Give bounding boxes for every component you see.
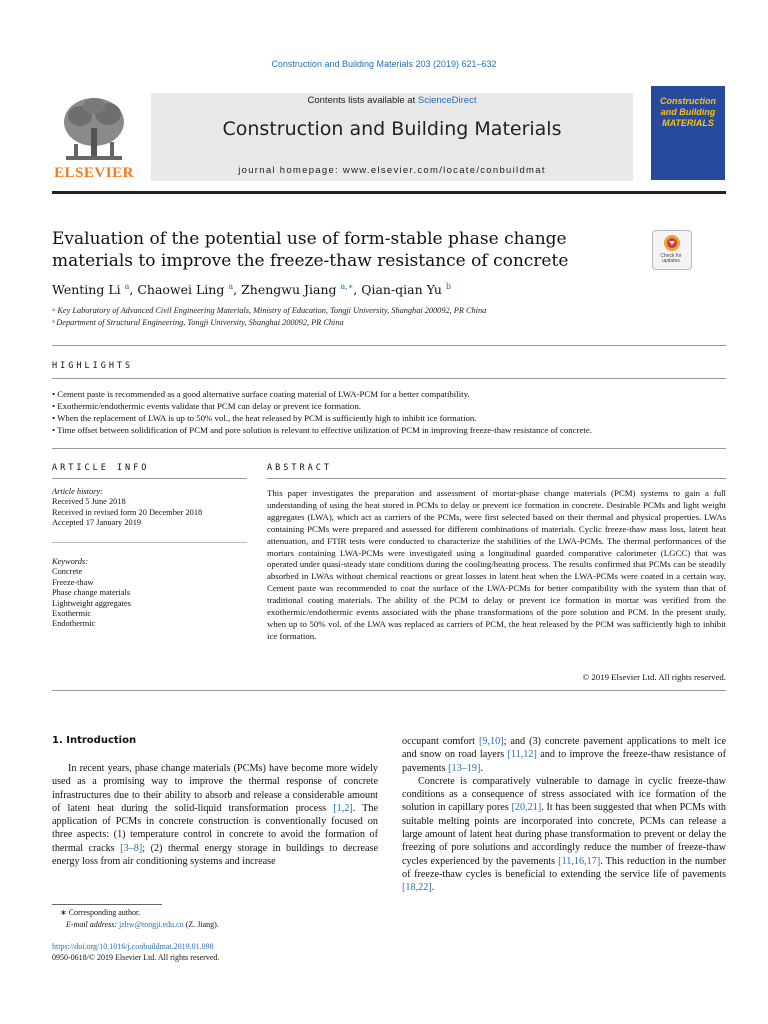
keyword-item: Phase change materials xyxy=(52,588,131,598)
intro-text: . It has been suggested that when PCMs with suitable melting points are incorporated into concrete, PCMs can release a large amount of latent heat during phase transformation to prevent or delay the freezing of pore solutions and accordingly reduce the number of freeze-thaw cycles experienced by the pavements xyxy=(402,802,726,867)
highlight-item: • Exothermic/endothermic events validate that PCM can delay or prevent ice formation. xyxy=(52,401,361,411)
intro-text: occupant comfort xyxy=(402,736,479,747)
author-affil-mark[interactable]: a xyxy=(228,282,234,291)
history-label: Article history: xyxy=(52,487,103,496)
citation-link[interactable]: [1,2] xyxy=(333,802,353,814)
author-name[interactable]: Qian-qian Yu xyxy=(361,282,442,298)
email-link[interactable]: jzhw@tongji.edu.cn xyxy=(119,920,184,929)
author-name[interactable]: Chaowei Ling xyxy=(137,282,225,298)
intro-text: Concrete is comparatively vulnerable to damage in cyclic freeze-thaw conditions as a consequence of stress associated with ice formation of the solution in capillary pores xyxy=(402,775,726,814)
intro-text: . This reduction in the number of freeze-thaw cycles is beneficial to extending the service life of pavements xyxy=(402,855,726,880)
abstract-rule xyxy=(267,478,726,479)
header-rule xyxy=(52,191,726,194)
citation-link[interactable]: [11,16,17] xyxy=(558,855,601,867)
section-divider xyxy=(52,345,726,346)
check-for-updates-badge[interactable] xyxy=(652,230,692,270)
affiliation-b: ᵇ Department of Structural Engineering, Tongji University, Shanghai 200092, PR China xyxy=(52,318,344,327)
abstract-copyright: © 2019 Elsevier Ltd. All rights reserved. xyxy=(582,672,726,682)
intro-paragraph xyxy=(52,762,378,868)
citation-link[interactable]: [9,10] xyxy=(478,736,504,747)
intro-column-2 xyxy=(402,735,726,895)
intro-paragraph xyxy=(402,735,726,775)
check-for-updates-label: Check for updates xyxy=(660,253,682,264)
citation-link[interactable]: [13–19] xyxy=(448,762,481,774)
author-affil-mark[interactable]: b xyxy=(445,282,451,291)
intro-column-1 xyxy=(52,762,378,868)
journal-cover-title: Construction and Building MATERIALS xyxy=(660,96,716,128)
intro-text: . xyxy=(431,882,435,894)
author-name[interactable]: Zhengwu Jiang xyxy=(241,282,337,298)
issn-copyright: 0950-0618/© 2019 Elsevier Ltd. All rights reserved. xyxy=(52,953,220,962)
intro-text: . xyxy=(480,762,483,774)
citation-link[interactable]: [18,22] xyxy=(402,882,432,894)
update-icon xyxy=(653,231,691,255)
highlights-bottom-rule xyxy=(52,448,726,449)
journal-homepage[interactable]: journal homepage: www.elsevier.com/locate/conbuildmat xyxy=(238,165,546,176)
abstract-text: This paper investigates the preparation and assessment of mortar-phase change materials (PCM) systems to gain a full understanding of using the heat stored in PCMs to delay or prevent ice formation in concrete. Desirable PCMs and light weight aggregates (LWA), which act as carriers of the PCMs, were first selected based on their thermal and physical properties. LWAs containing PCMs were prepared and assessed for different combinations of materials. Cyclic freeze-thaw mass loss, latent heat attenuation, and FTIR tests were conducted to characterize the stabilities of the LWA-PCMs. The thermal performances of the mortars containing LWA-PCMs were investigated using a longitudinal guarded comparative calorimeter (LGCC) that was operated under quasi-steady state conditions during the cooling/heating process. The results confirmed that PCMs can be steadily absorbed in LWAs without chemical reactions or great losses in latent heat when the LWA-PCMs were coated in a certain way. Cement paste was recommended to coat the surface of the LWA-PCMs for better compatibility with the system than that of traditional coating materials. The ability of the PCM to delay or prevent ice formation in mortar was verified from the exothermic/endothermic events associated with the phase transformations of the pore solution and PCM. In the present study, when up to 50% vol. of the LWA was replaced as carriers of PCM, the heat released by the PCM was sufficiently high to inhibit ice formation. xyxy=(267,488,726,641)
corresponding-author-note: ∗ Corresponding author. xyxy=(60,908,141,917)
introduction-heading: 1. Introduction xyxy=(52,735,137,746)
author-list: Wenting Li $^a$, Chaowei Ling $^a$, Zhengwu Jiang $^{a,∗}$, Qian-qian Yu $^b$ xyxy=(52,282,451,298)
keyword-item: Lightweight aggregates xyxy=(52,598,131,608)
article-history xyxy=(52,487,252,529)
author-name[interactable]: Wenting Li xyxy=(52,282,121,298)
keyword-item: Endothermic xyxy=(52,619,96,629)
history-received: Received 5 June 2018 xyxy=(52,497,126,507)
keywords-label: Keywords: xyxy=(52,557,88,566)
highlights-list xyxy=(52,388,742,436)
intro-text: ; (2) thermal energy storage in buildings to decrease energy loss from air conditioning systems and increase xyxy=(52,842,378,868)
citation-link[interactable]: [3–8] xyxy=(120,842,143,854)
article-info-heading: ARTICLE INFO xyxy=(52,463,150,473)
intro-text: In recent years, phase change materials (PCMs) have become more widely used as a promising way to improve the thermal response of concrete infrastructures due to their ability to absorb and release a considerable amount of latent heat during the solid-liquid transformation process xyxy=(52,763,378,814)
keyword-item: Freeze-thaw xyxy=(52,577,94,587)
article-info-rule xyxy=(52,478,247,479)
citation-link[interactable]: [20,21] xyxy=(511,802,542,814)
keyword-item: Concrete xyxy=(52,567,83,577)
author-affil-mark[interactable]: a,∗ xyxy=(340,282,354,291)
email-note xyxy=(66,919,219,930)
affiliation-a: ᵃ Key Laboratory of Advanced Civil Engineering Materials, Ministry of Education, Tongji University, Shanghai 200092, PR China xyxy=(52,306,487,315)
intro-text: ; and (3) concrete pavement applications to melt ice and snow on road layers xyxy=(402,736,726,761)
abstract-bottom-rule xyxy=(52,690,726,691)
contents-line xyxy=(151,95,633,106)
contents-prefix: Contents lists available at xyxy=(307,95,418,106)
history-accepted: Accepted 17 January 2019 xyxy=(52,518,142,528)
citation-link[interactable]: [11,12] xyxy=(507,749,537,761)
email-label: E-mail address: xyxy=(66,920,120,929)
email-suffix: (Z. Jiang). xyxy=(183,920,219,929)
highlights-heading: HIGHLIGHTS xyxy=(52,361,134,371)
sciencedirect-link[interactable]: ScienceDirect xyxy=(417,95,477,106)
highlight-item: • Cement paste is recommended as a good alternative surface coating material of LWA-PCM for a better compatibility. xyxy=(52,389,470,399)
history-revised: Received in revised form 20 December 2018 xyxy=(52,507,203,517)
keywords-rule xyxy=(52,542,247,543)
author-affil-mark[interactable]: a xyxy=(124,282,130,291)
keywords-block xyxy=(52,557,252,630)
journal-title: Construction and Building Materials xyxy=(222,118,562,140)
intro-text: and to improve the freeze-thaw resistance of pavements xyxy=(402,749,726,774)
keyword-item: Exothermic xyxy=(52,609,92,619)
highlight-item: • Time offset between solidification of PCM and pore solution is relevant to effective utilization of PCM in improving freeze-thaw resistance of concrete. xyxy=(52,425,592,435)
highlights-rule xyxy=(52,378,726,379)
intro-paragraph xyxy=(402,775,726,895)
doi-text[interactable]: https://doi.org/10.1016/j.conbuildmat.2019.01.098 xyxy=(52,942,214,951)
paper-title: Evaluation of the potential use of form-stable phase change materials to improve the freeze-thaw resistance of concrete xyxy=(52,229,569,271)
highlight-item: • When the replacement of LWA is up to 50% vol., the heat released by PCM is sufficiently high to inhibit ice formation. xyxy=(52,413,477,423)
publisher-name: ELSEVIER xyxy=(54,165,134,181)
footnote-rule xyxy=(52,904,162,905)
journal-reference[interactable]: Construction and Building Materials 203 (2019) 621–632 xyxy=(271,59,497,69)
doi-link[interactable] xyxy=(52,941,214,952)
intro-text: . The application of PCMs in concrete construction is conventionally focused on three aspects: (1) temperature control in concrete to avoid the formation of thermal cracks xyxy=(52,802,379,854)
abstract-heading: ABSTRACT xyxy=(267,463,332,473)
